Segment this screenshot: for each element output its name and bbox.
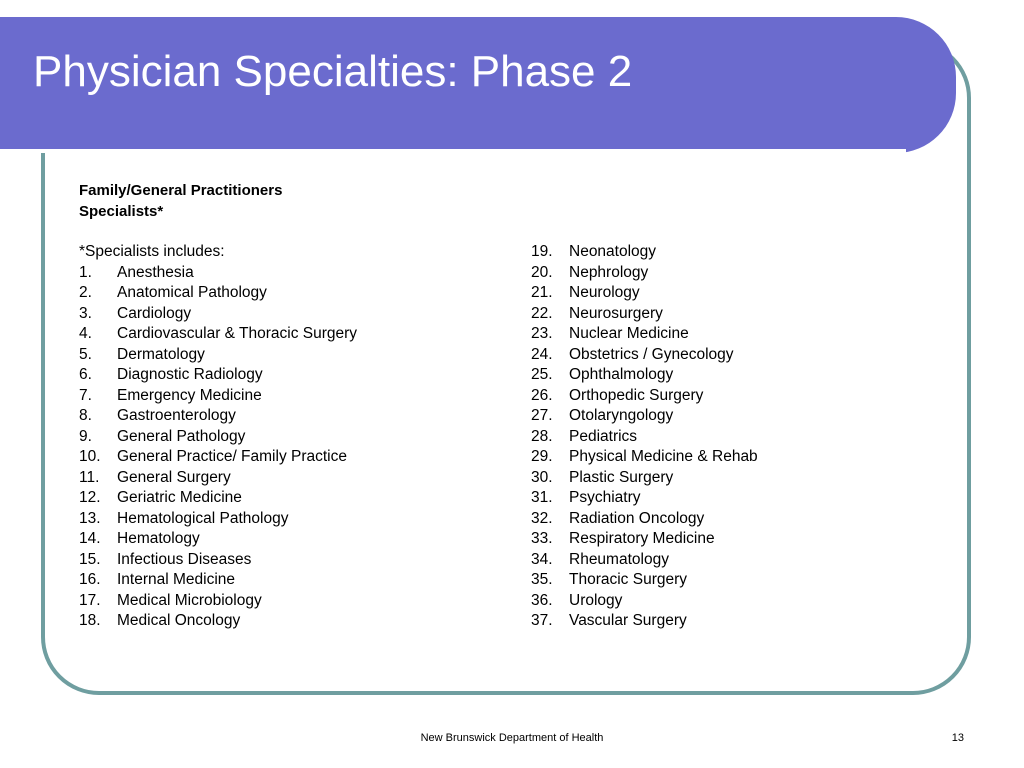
list-item (79, 591, 357, 612)
list-item-number: 5. (79, 345, 92, 363)
list-item-number: 3. (79, 304, 92, 322)
list-item-label: Otolaryngology (569, 407, 674, 424)
list-item-label: Orthopedic Surgery (569, 386, 704, 404)
list-item-number: 9. (79, 427, 92, 445)
heading-family-general: Family/General Practitioners (79, 182, 283, 199)
list-item-label: Cardiovascular & Thoracic Surgery (117, 325, 358, 342)
list-item-label: Respiratory Medicine (569, 530, 715, 547)
list-item-number: 6. (79, 366, 92, 383)
list-item-number: 13. (79, 509, 101, 527)
list-item-number: 37. (531, 612, 553, 629)
list-item-number: 10. (79, 448, 101, 465)
list-item (79, 427, 357, 448)
list-item (531, 488, 758, 509)
list-item (79, 386, 357, 407)
list-item (79, 550, 357, 571)
list-item-label: Anesthesia (117, 263, 194, 281)
list-item-label: Infectious Diseases (117, 550, 252, 568)
list-item (79, 304, 357, 325)
list-item-label: Emergency Medicine (117, 386, 262, 404)
list-item-label: Anatomical Pathology (117, 284, 267, 301)
list-item (79, 263, 357, 284)
slide-title: Physician Specialties: Phase 2 (33, 47, 633, 96)
list-item-number: 36. (531, 591, 553, 609)
list-item-number: 23. (531, 325, 553, 342)
list-item (531, 365, 758, 386)
list-item-number: 21. (531, 284, 553, 301)
list-item (79, 283, 357, 304)
list-item (531, 447, 758, 468)
list-item-label: Hematology (117, 530, 200, 547)
list-item (531, 304, 758, 325)
list-item-label: Diagnostic Radiology (117, 366, 263, 383)
list-item (79, 611, 357, 632)
list-item-label: Neurology (569, 284, 640, 301)
list-item-label: Plastic Surgery (569, 468, 674, 486)
list-item (79, 509, 357, 530)
heading-specialists: Specialists* (79, 202, 164, 220)
list-item-label: Nuclear Medicine (569, 325, 689, 342)
list-item (531, 242, 758, 263)
list-item-number: 15. (79, 550, 101, 568)
list-item-label: General Practice/ Family Practice (117, 448, 347, 465)
list-item-number: 32. (531, 509, 553, 527)
list-item (79, 345, 357, 366)
list-item (531, 468, 758, 489)
specialties-list-right (531, 242, 758, 632)
list-item-number: 29. (531, 448, 553, 465)
list-item (531, 529, 758, 550)
list-item-label: Urology (569, 591, 623, 609)
list-item-number: 24. (531, 345, 553, 363)
list-item-number: 7. (79, 386, 92, 404)
specialties-list-left (79, 242, 357, 632)
list-item-label: Ophthalmology (569, 366, 674, 383)
list-item (531, 591, 758, 612)
list-item-number: 28. (531, 427, 553, 445)
list-item (79, 447, 357, 468)
list-item-label: Cardiology (117, 304, 192, 322)
list-item-label: Thoracic Surgery (569, 571, 688, 588)
list-item-label: Internal Medicine (117, 571, 236, 588)
list-item-label: Hematological Pathology (117, 509, 289, 527)
specialties-intro (79, 242, 357, 263)
list-item (531, 406, 758, 427)
list-item-number: 1. (79, 263, 92, 281)
list-item-number: 16. (79, 571, 101, 588)
list-item-number: 35. (531, 571, 553, 588)
list-item-label: Rheumatology (569, 550, 669, 568)
list-item-number: 2. (79, 284, 92, 301)
footer-organization: New Brunswick Department of Health (420, 732, 604, 744)
list-item-label: Pediatrics (569, 427, 638, 445)
list-item-number: 33. (531, 530, 553, 547)
list-item-label: General Surgery (117, 468, 231, 486)
list-item-label: Neonatology (569, 243, 657, 260)
list-item-label: Neurosurgery (569, 304, 663, 322)
list-item (79, 324, 357, 345)
list-item-number: 12. (79, 489, 101, 506)
list-item-label: Psychiatry (569, 489, 641, 506)
list-item-number: 25. (531, 366, 553, 383)
content-header (79, 181, 282, 222)
list-item (79, 570, 357, 591)
list-item (531, 345, 758, 366)
list-item (531, 570, 758, 591)
list-item-number: 19. (531, 243, 553, 260)
list-item-label: Dermatology (117, 345, 205, 363)
list-item-number: 11. (79, 468, 100, 486)
list-item-number: 4. (79, 325, 92, 342)
list-item-label: Medical Microbiology (117, 591, 262, 609)
list-item-label: Medical Oncology (117, 612, 241, 629)
list-item-number: 8. (79, 407, 92, 424)
list-item-number: 26. (531, 386, 553, 404)
list-item-label: Gastroenterology (117, 407, 236, 424)
list-item-number: 30. (531, 468, 553, 486)
list-item (531, 283, 758, 304)
list-item (531, 263, 758, 284)
list-item-number: 22. (531, 304, 553, 322)
page-number: 13 (951, 732, 964, 744)
list-item-number: 31. (531, 489, 553, 506)
list-item-label: Nephrology (569, 263, 649, 281)
intro-text: *Specialists includes: (79, 243, 225, 260)
list-item (531, 509, 758, 530)
list-item-number: 17. (79, 591, 101, 609)
list-item-label: Geriatric Medicine (117, 489, 242, 506)
list-item-number: 14. (79, 530, 101, 547)
list-item-label: General Pathology (117, 427, 246, 445)
list-item (79, 529, 357, 550)
list-item-number: 34. (531, 550, 553, 568)
title-underline (0, 149, 906, 153)
list-item (79, 365, 357, 386)
list-item (531, 427, 758, 448)
list-item (531, 611, 758, 632)
list-item (531, 324, 758, 345)
list-item (531, 386, 758, 407)
list-item-label: Vascular Surgery (569, 612, 687, 629)
list-item-label: Obstetrics / Gynecology (569, 345, 734, 363)
list-item-number: 18. (79, 612, 101, 629)
list-item-number: 27. (531, 407, 553, 424)
list-item (79, 468, 357, 489)
list-item (79, 406, 357, 427)
list-item-label: Radiation Oncology (569, 509, 705, 527)
list-item (531, 550, 758, 571)
list-item (79, 488, 357, 509)
list-item-number: 20. (531, 263, 553, 281)
list-item-label: Physical Medicine & Rehab (569, 448, 758, 465)
